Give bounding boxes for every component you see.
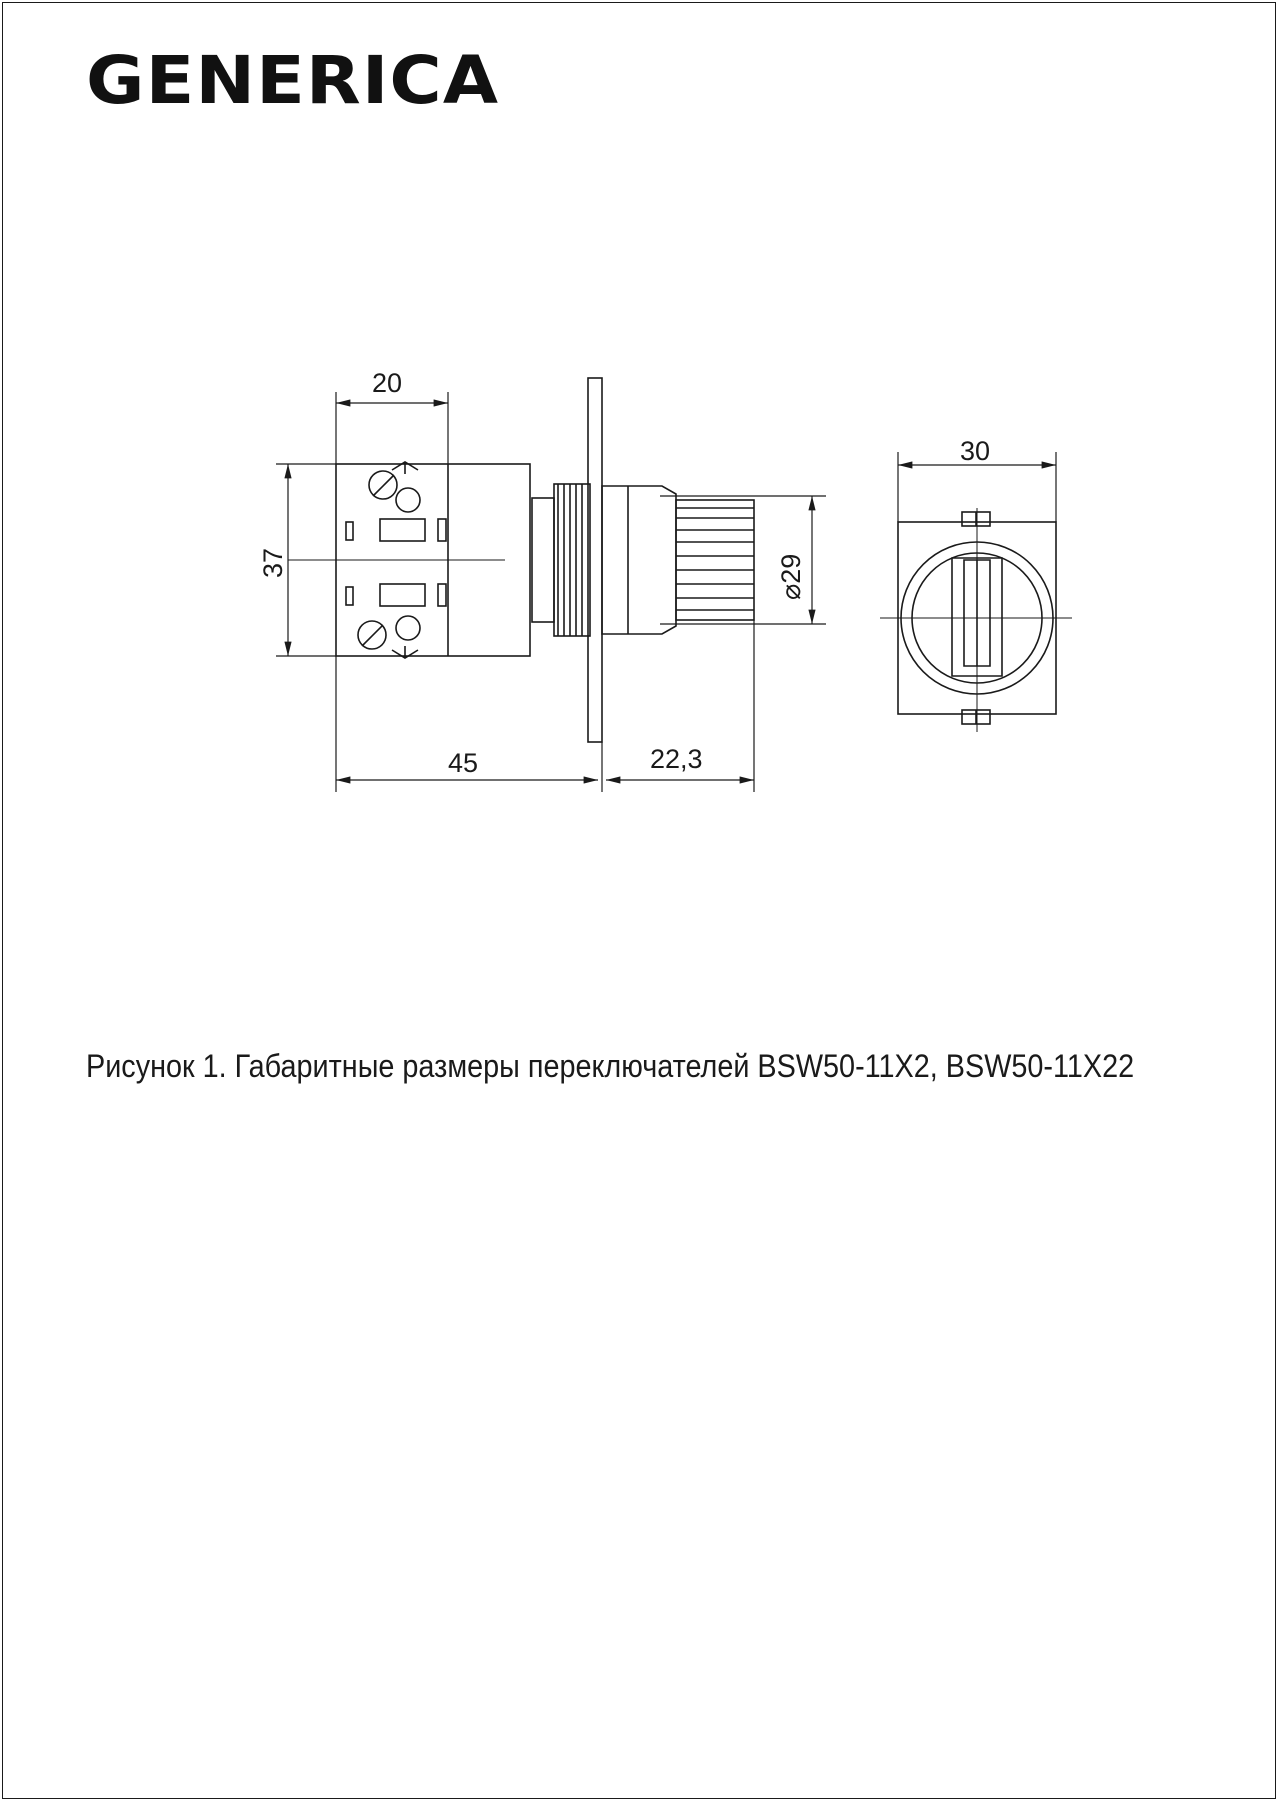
dim-label-37: 37 [258,547,288,578]
dim-label-diameter-29: ⌀29 [776,553,806,600]
dim-label-30: 30 [960,436,991,466]
brand-logo: GENERICA [86,42,500,119]
side-view [288,378,1072,742]
terminal-hole [396,616,420,640]
dim-label-45: 45 [448,748,479,778]
figure-caption: Рисунок 1. Габаритные размеры переключателей BSW50-11X2, BSW50-11X22 [86,1048,1135,1084]
dim-label-22-3: 22,3 [650,744,703,774]
terminal-hole [396,488,420,512]
front-view [898,508,1056,732]
dim-label-20: 20 [372,368,403,398]
